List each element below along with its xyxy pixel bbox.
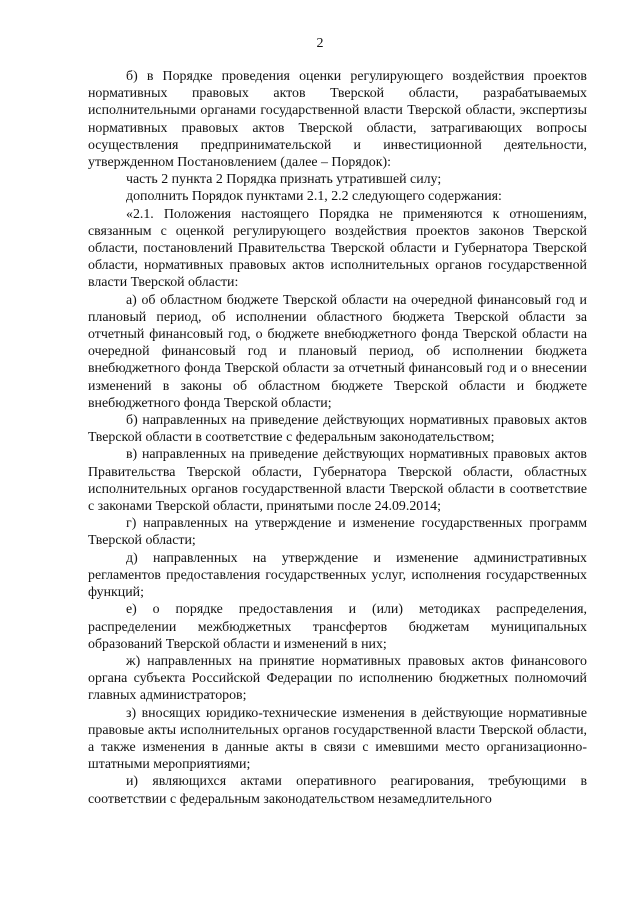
list-item-zh-financial-authority: ж) направленных на принятие нормативных правовых актов финансового органа субъекта Российской Федерации по исполнению бюджетных полномочий главных администраторов; [88,653,587,704]
paragraph-point-2-1: «2.1. Положения настоящего Порядка не применяются к отношениям, связанным с оценкой регулирующего воздействия проектов законов Тверской области, постановлений Правительства Тверской области и Губернатора Тверской области, нормативных правовых актов исполнительных органов государственной власти Тверской области: [88,206,587,291]
list-item-g-state-programs: г) направленных на утверждение и изменение государственных программ Тверской области; [88,516,587,549]
list-item-z-technical-changes: з) вносящих юридико-технические изменения в действующие нормативные правовые акты исполнительных органов государственной власти Тверской области, а также изменения в данные акты в связи с имевшими место организационно-штатными мероприятиями; [88,705,587,773]
document-body [88,68,587,808]
list-item-a-budget: а) об областном бюджете Тверской области на очередной финансовый год и плановый период, об исполнении областного бюджета Тверской области за отчетный финансовый год, о бюджете внебюджетного фонда Тверской области на очередной финансовый год и плановый период, об исполнении бюджета внебюджетного фонда Тверской области за отчетный финансовый год и о внесении изменений в законы об областном бюджете Тверской области и бюджете внебюджетного фонда Тверской области; [88,292,587,411]
paragraph-part2-repeal: часть 2 пункта 2 Порядка признать утратившей силу; [126,172,442,188]
paragraph-b-assessment-procedure: б) в Порядке проведения оценки регулирующего воздействия проектов нормативных правовых актов Тверской области, разрабатываемых исполнительными органами государственной власти Тверской области, экспертизы нормативных правовых актов Тверской области, затрагивающих вопросы осуществления предпринимательской и инвестиционной деятельности, утвержденном Постановлением (далее – Порядок): [88,69,587,171]
list-item-b-federal-compliance: б) направленных на приведение действующих нормативных правовых актов Тверской области в соответствие с федеральным законодательством; [88,413,587,446]
list-item-v-regional-compliance: в) направленных на приведение действующих нормативных правовых актов Правительства Тверской области, Губернатора Тверской области, областных исполнительных органов государственной власти Тверской области в соответствие с законами Тверской области, принятыми после 24.09.2014; [88,447,587,515]
page-number: 2 [316,36,324,51]
list-item-e-interbudget-transfers: е) о порядке предоставления и (или) методиках распределения, распределении межбюджетных трансфертов бюджетам муниципальных образований Тверской области и изменений в них; [88,602,587,652]
paragraph-supplement-points: дополнить Порядок пунктами 2.1, 2.2 следующего содержания: [126,189,502,205]
list-item-d-administrative-regulations: д) направленных на утверждение и изменение административных регламентов предоставления государственных услуг, исполнения государственных функций; [88,550,587,601]
list-item-i-urgent-acts: и) являющихся актами оперативного реагирования, требующими в соответствии с федеральным законодательством незамедлительного [88,774,587,807]
